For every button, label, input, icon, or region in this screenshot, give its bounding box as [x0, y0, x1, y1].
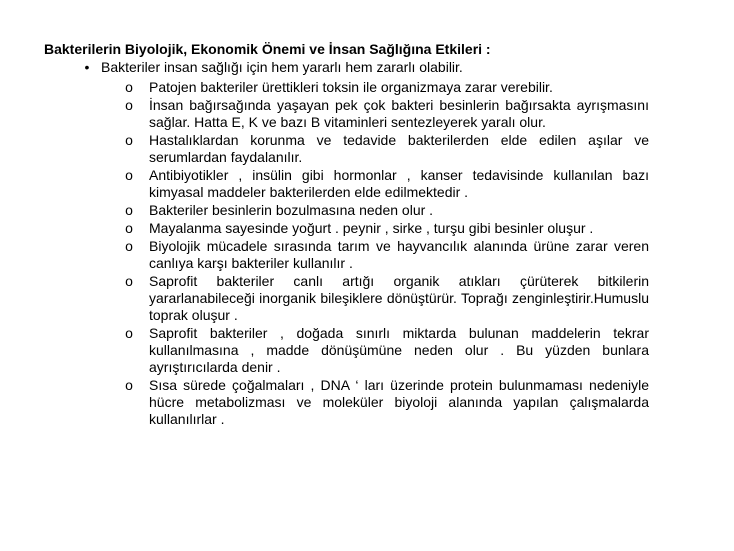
sub-list: [123, 79, 649, 429]
list-item: [123, 238, 649, 272]
list-item: [123, 167, 649, 201]
sub-bullet-icon: o: [125, 79, 133, 95]
list-item: [123, 132, 649, 166]
list-item: [123, 325, 649, 376]
sub-bullet-icon: o: [125, 202, 133, 218]
sub-bullet-icon: o: [125, 325, 133, 341]
sub-bullet-icon: o: [125, 220, 133, 236]
main-bullet-text: Bakteriler insan sağlığı için hem yararlı hem zararlı olabilir.: [101, 59, 463, 75]
sub-bullet-icon: o: [125, 97, 133, 113]
sub-bullet-icon: o: [125, 132, 133, 148]
sub-bullet-icon: o: [125, 238, 133, 254]
list-item: [123, 79, 649, 96]
list-item-text: Saprofit bakteriler canlı artığı organik atıkları çürüterek bitkilerin yararlanabileceği inorganik bileşiklere dönüştürür. Toprağı zenginleştirir.Humuslu toprak oluşur .: [149, 273, 649, 323]
bullet-icon: •: [84, 59, 90, 75]
list-item: [123, 97, 649, 131]
list-item-text: Hastalıklardan korunma ve tedavide bakterilerden elde edilen aşılar ve serumlardan faydalanılır.: [149, 132, 649, 165]
list-item-text: Bakteriler besinlerin bozulmasına neden olur .: [149, 202, 434, 218]
list-item-text: Sısa sürede çoğalmaları , DNA ‘ ları üzerinde protein bulunmaması nedeniyle hücre metabolizması ve moleküler biyoloji alanında yapılan çalışmalarda kullanılırlar .: [149, 377, 649, 427]
list-item-text: Biyolojik mücadele sırasında tarım ve hayvancılık alanında ürüne zarar veren canlıya karşı bakteriler kullanılır .: [149, 238, 649, 271]
document-title: Bakterilerin Biyolojik, Ekonomik Önemi ve İnsan Sağlığına Etkileri :: [44, 41, 491, 57]
list-item-text: Saprofit bakteriler , doğada sınırlı miktarda bulunan maddelerin tekrar kullanılmasına , madde dönüşümüne neden olur . Bu yüzden bunlara ayrıştırıcılarda denir .: [149, 325, 649, 375]
sub-bullet-icon: o: [125, 167, 133, 183]
list-item-text: Patojen bakteriler ürettikleri toksin ile organizmaya zarar verebilir.: [149, 79, 553, 95]
list-item-text: Antibiyotikler , insülin gibi hormonlar , kanser tedavisinde kullanılan bazı kimyasal maddeler bakterilerden elde edilmektedir .: [149, 167, 649, 200]
list-item: [123, 202, 649, 219]
sub-bullet-icon: o: [125, 273, 133, 289]
sub-bullet-icon: o: [125, 377, 133, 393]
list-item: [123, 377, 649, 428]
list-item-text: Mayalanma sayesinde yoğurt . peynir , sirke , turşu gibi besinler oluşur .: [149, 220, 594, 236]
list-item: [123, 273, 649, 324]
list-item: [123, 220, 649, 237]
list-item-text: İnsan bağırsağında yaşayan pek çok bakteri besinlerin bağırsakta ayrışmasını sağlar. Hatta E, K ve bazı B vitaminleri sentezleyerek yaralı olur.: [149, 97, 649, 130]
